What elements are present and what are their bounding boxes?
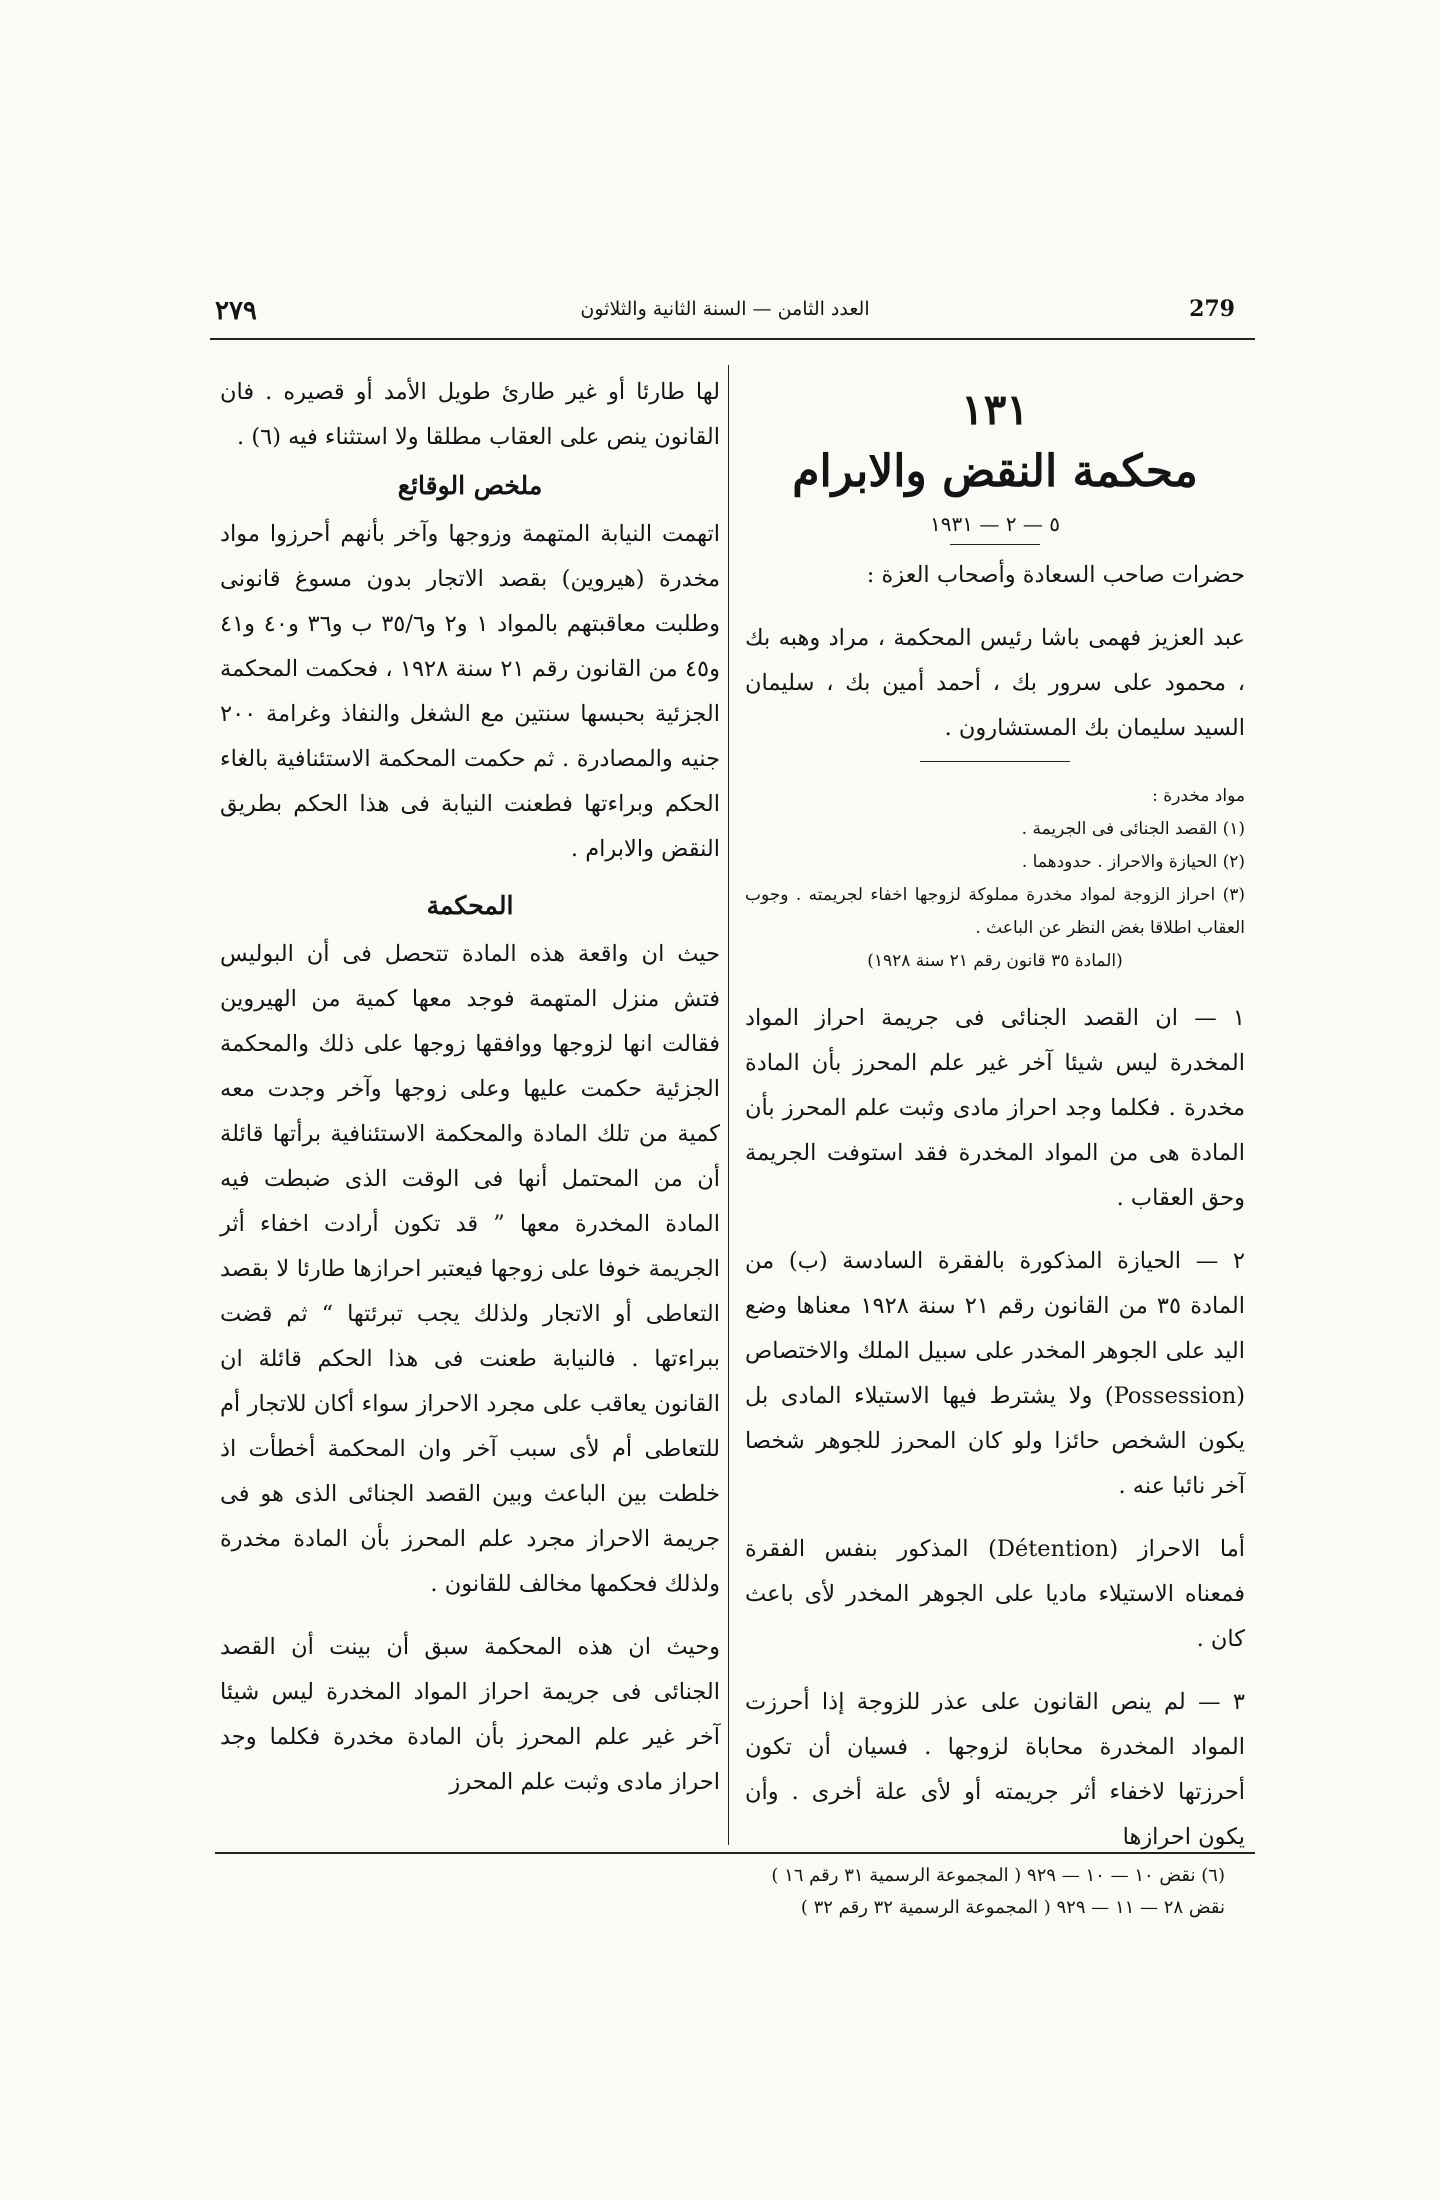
facts-heading: ملخص الوقائع <box>397 471 543 500</box>
court-heading: المحكمة <box>426 891 514 920</box>
footnote-rule <box>215 1852 1255 1854</box>
footnote: (٦) نقض ١٠ — ١٠ — ٩٢٩ ( المجموعة الرسمية ٣١ رقم ١٦ ) <box>771 1865 1225 1886</box>
facts-paragraph: اتهمت النيابة المتهمة وزوجها وآخر بأنهم أحرزوا مواد مخدرة (هيروين) بقصد الاتجار بدون مسوغ قانونى وطلبت معاقبتهم بالمواد ١ و٢ و٣٥/٦ ب و٣٦ و٤٠ و٤١ و٤٥ من القانون رقم ٢١ سنة ١٩٢٨ ، فحكمت المحكمة الجزئية بحبسها سنتين مع الشغل والنفاذ وغرامة ٢٠٠ جنيه والمصادرة . ثم حكمت المحكمة الاستئنافية بالغاء الحكم وبراءتها فطعنت النيابة فى هذا الحكم بطريق النقض والابرام . <box>220 521 721 862</box>
footnotes <box>480 1860 1225 1924</box>
header-rule <box>210 338 1255 340</box>
court-name: محكمة النقض والابرام <box>792 446 1198 497</box>
judgment-date: ٥ — ٢ — ١٩٣١ <box>930 512 1060 536</box>
column-divider <box>728 365 729 1845</box>
case-number: ١٣١ <box>961 385 1029 434</box>
principle-paragraph: أما الاحراز (Détention) المذكور بنفس الفقرة فمعناه الاستيلاء ماديا على الجوهر المخدر لأى باعث كان . <box>745 1536 1245 1652</box>
subject-item: (٣) احراز الزوجة لمواد مخدرة مملوكة لزوجها اخفاء لجريمته . وجوب العقاب اطلاقا بغض النظر عن الباعث . <box>745 885 1245 938</box>
principle-paragraph: ٣ — لم ينص القانون على عذر للزوجة إذا أحرزت المواد المخدرة محاباة لزوجها . فسيان أن تكون أحرزتها لاخفاء أثر جريمته أو لأى علة أخرى . وأن يكون احرازها <box>745 1689 1245 1850</box>
presence-line: حضرات صاحب السعادة وأصحاب العزة : <box>866 562 1245 588</box>
page-number-latin: 279 <box>1189 296 1235 322</box>
court-reasoning-paragraph: حيث ان واقعة هذه المادة تتحصل فى أن البوليس فتش منزل المتهمة فوجد معها كمية من الهيروين فقالت انها لزوجها ووافقها زوجها على ذلك والمحكمة الجزئية حكمت عليها وعلى زوجها وآخر وجدت معه كمية من تلك المادة والمحكمة الاستئنافية برأتها قائلة أن من المحتمل أنها فى الوقت الذى ضبطت فيه المادة المخدرة معها ” قد تكون أرادت اخفاء أثر الجريمة خوفا على زوجها فيعتبر احرازها طارئا لا بقصد التعاطى أو الاتجار ولذلك يجب تبرئتها “ ثم قضت ببراءتها . فالنيابة طعنت فى هذا الحكم قائلة ان القانون يعاقب على مجرد الاحراز سواء أكان للاتجار أم للتعاطى أم لأى سبب آخر وان المحكمة أخطأت اذ خلطت بين الباعث وبين القصد الجنائى الذى هو فى جريمة الاحراز مجرد علم المحرز بأن المادة مخدرة ولذلك فحكمها مخالف للقانون . <box>220 941 720 1597</box>
court-reasoning-paragraph: وحيث ان هذه المحكمة سبق أن بينت أن القصد الجنائى فى جريمة احراز المواد المخدرة ليس شيئا آخر غير علم المحرز بأن المادة مخدرة فكلما وجد احراز مادى وثبت علم المحرز <box>220 1634 720 1795</box>
footnote: نقض ٢٨ — ١١ — ٩٢٩ ( المجموعة الرسمية ٣٢ رقم ٣٢ ) <box>800 1897 1225 1918</box>
page-number-arabic: ٢٧٩ <box>215 296 257 326</box>
continuation-paragraph: لها طارئا أو غير طارئ طويل الأمد أو قصيره . فان القانون ينص على العقاب مطلقا ولا استثناء فيه (٦) . <box>220 379 720 450</box>
principle-paragraph: ٢ — الحيازة المذكورة بالفقرة السادسة (ب) من المادة ٣٥ من القانون رقم ٢١ سنة ١٩٢٨ معناها وضع اليد على الجوهر المخدر على سبيل الملك والاختصاص (Possession) ولا يشترط فيها الاستيلاء المادى بل يكون الشخص حائزا ولو كان المحرز للجوهر شخصا آخر نائبا عنه . <box>745 1248 1245 1499</box>
subject-item: (١) القصد الجنائى فى الجريمة . <box>1021 819 1245 839</box>
issue-title: العدد الثامن — السنة الثانية والثلاثون <box>580 298 870 320</box>
law-reference: (المادة ٣٥ قانون رقم ٢١ سنة ١٩٢٨) <box>867 951 1123 971</box>
principle-paragraph: ١ — ان القصد الجنائى فى جريمة احراز المواد المخدرة ليس شيئا آخر غير علم المحرز بأن المادة مخدرة . فكلما وجد احراز مادى وثبت علم المحرز بأن المادة هى من المواد المخدرة فقد استوفت الجريمة وحق العقاب . <box>745 1005 1245 1211</box>
subject-heading: مواد مخدرة : <box>1152 786 1245 806</box>
judges-list: عبد العزيز فهمى باشا رئيس المحكمة ، مراد وهبه بك ، محمود على سرور بك ، أحمد أمين بك ، سليمان السيد سليمان بك المستشارون . <box>745 625 1245 741</box>
left-column <box>220 370 720 1805</box>
judges-rule <box>920 761 1070 762</box>
subject-item: (٢) الحيازة والاحراز . حدودهما . <box>1021 852 1245 872</box>
running-header <box>215 296 1235 336</box>
right-column <box>745 370 1245 1860</box>
date-rule <box>950 544 1040 545</box>
